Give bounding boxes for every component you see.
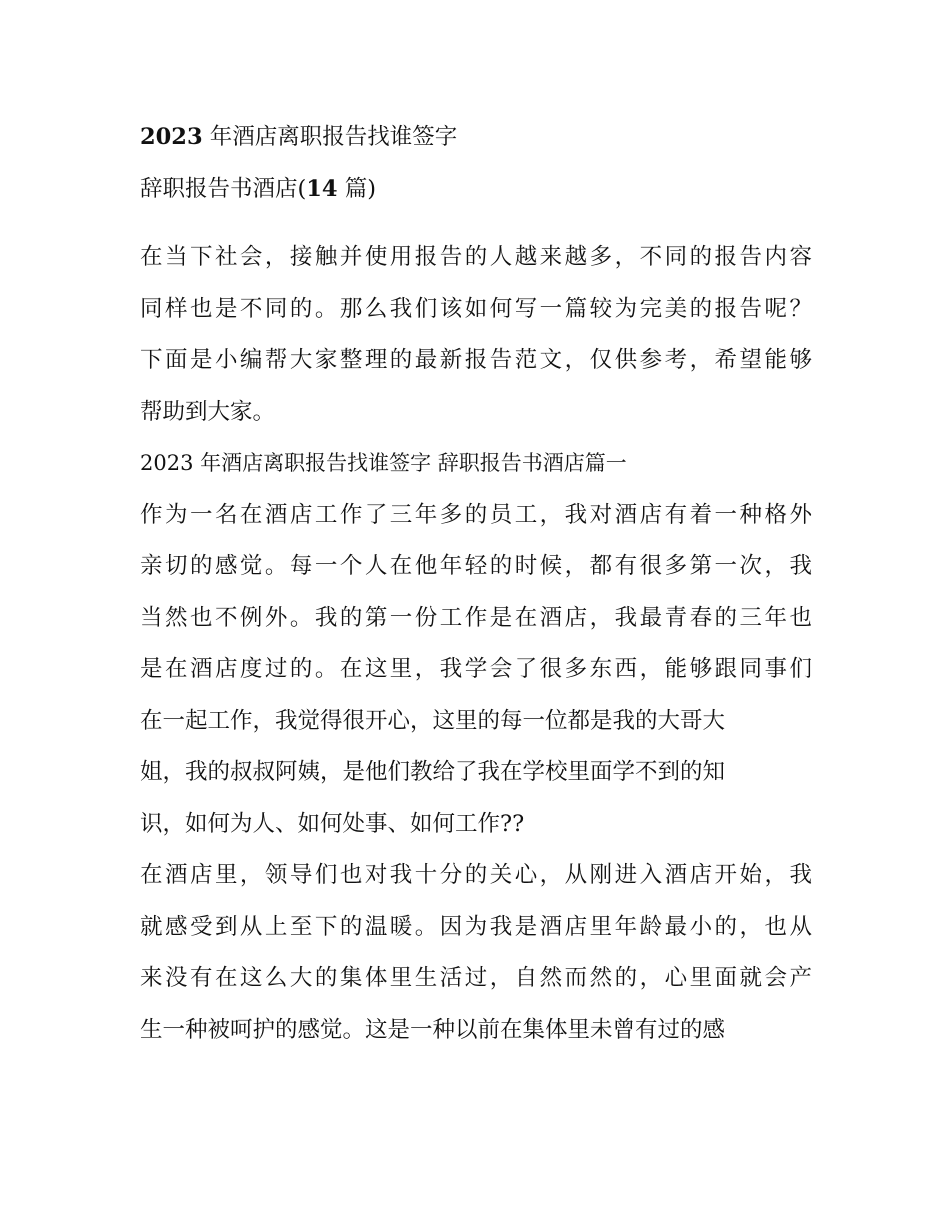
document-body [140, 232, 812, 1056]
title-year: 2023 [140, 124, 203, 150]
paragraph-line: 来没有在这么大的集体里生活过，自然而然的，心里面就会产 [140, 965, 812, 991]
title-line-2-text: 辞职报告书酒店( [140, 175, 307, 202]
paragraph-line: 亲切的感觉。每一个人在他年轻的时候，都有很多第一次，我 [140, 553, 812, 579]
title-count: 14 [306, 175, 338, 202]
paragraph-line: 是在酒店度过的。在这里，我学会了很多东西，能够跟同事们 [140, 656, 812, 682]
title-line-1 [140, 112, 812, 164]
paragraph-line: 在酒店里，领导们也对我十分的关心，从刚进入酒店开始，我 [140, 862, 812, 888]
document-title [140, 112, 812, 215]
title-line-1-text: 年酒店离职报告找谁签字 [209, 124, 458, 150]
intro-line: 下面是小编帮大家整理的最新报告范文，仅供参考，希望能够 [140, 347, 812, 373]
section-heading: 2023 年酒店离职报告找谁签字 辞职报告书酒店篇一 [140, 451, 627, 475]
title-line-2 [140, 164, 812, 216]
paragraph-line: 就感受到从上至下的温暖。因为我是酒店里年龄最小的，也从 [140, 913, 812, 940]
intro-paragraph [140, 232, 812, 438]
paragraph-line: 作为一名在酒店工作了三年多的员工，我对酒店有着一种格外 [140, 501, 812, 528]
paragraph-line: 在一起工作，我觉得很开心，这里的每一位都是我的大哥大 [140, 707, 726, 734]
paragraph-line: 当然也不例外。我的第一份工作是在酒店，我最青春的三年也 [140, 604, 812, 631]
intro-line: 同样也是不同的。那么我们该如何写一篇较为完美的报告呢？ [140, 295, 812, 322]
paragraph-line: 姐，我的叔叔阿姨，是他们教给了我在学校里面学不到的知 [140, 759, 726, 785]
title-line-2-end: 篇) [344, 175, 377, 202]
document-page [140, 112, 812, 1056]
intro-line: 帮助到大家。 [140, 398, 276, 425]
paragraph-1 [140, 490, 812, 851]
paragraph-line: 生一种被呵护的感觉。这是一种以前在集体里未曾有过的感 [140, 1016, 726, 1043]
paragraph-line: 识，如何为人、如何处事、如何工作?? [140, 810, 525, 837]
intro-line: 在当下社会，接触并使用报告的人越来越多，不同的报告内容 [140, 244, 812, 270]
paragraph-2 [140, 850, 812, 1056]
